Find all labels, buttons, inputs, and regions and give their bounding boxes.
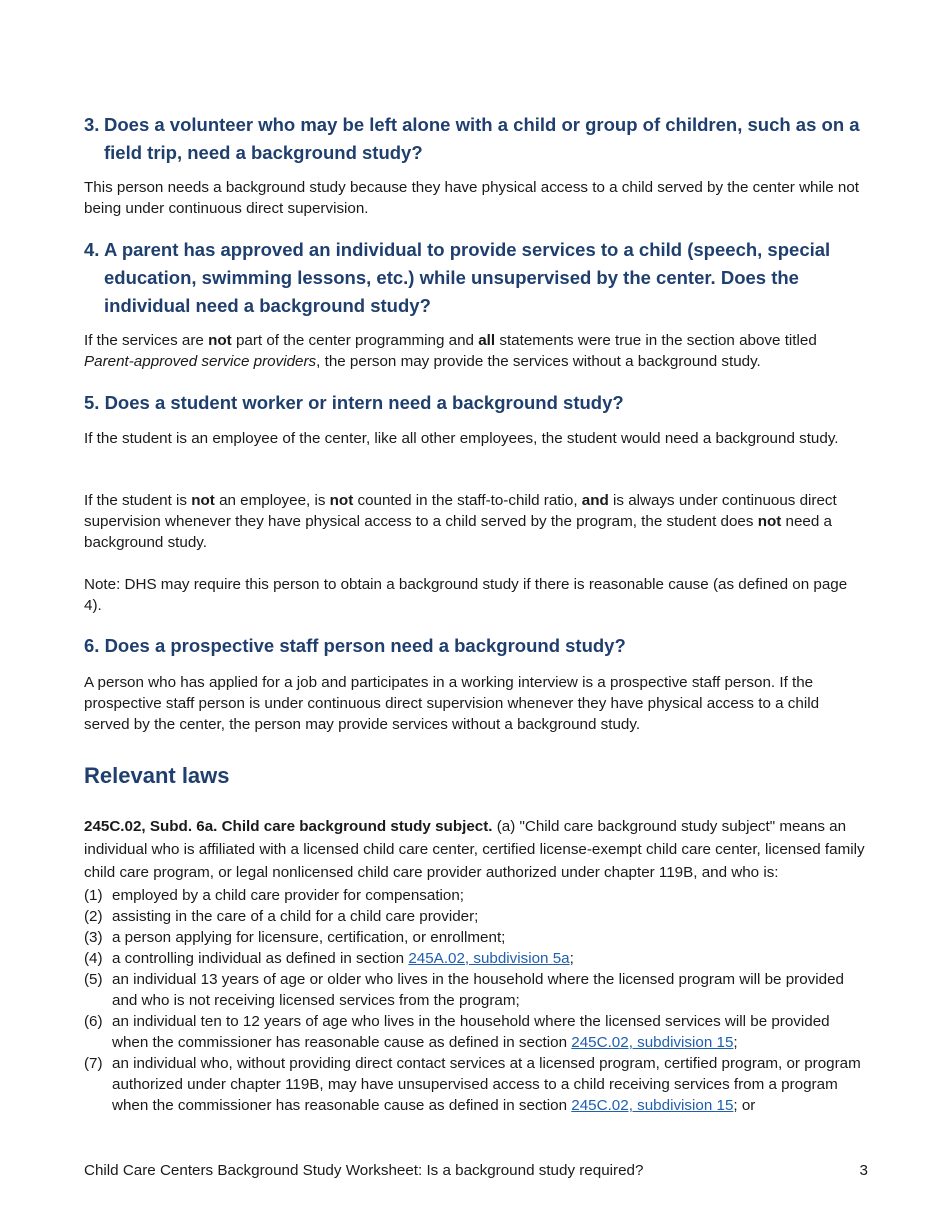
law-link-245c02[interactable]: 245C.02, subdivision 15 [571, 1097, 734, 1114]
question-4-answer: If the services are not part of the center programming and all statements were true in the section above titled Parent-approved service providers, the person may provide the services without a background study. [84, 332, 817, 370]
question-5-heading: 5. Does a student worker or intern need a background study? [84, 392, 624, 413]
question-3-heading [84, 111, 868, 167]
question-3 [84, 111, 868, 167]
law-link-245a02[interactable]: 245A.02, subdivision 5a [408, 950, 570, 967]
list-item: (1) employed by a child care provider for compensation; [84, 887, 465, 904]
question-5-paragraph-1: If the student is an employee of the center, like all other employees, the student would need a background study. [84, 430, 839, 447]
question-number: 4. [84, 239, 100, 260]
question-5-paragraph-2: If the student is not an employee, is not counted in the staff-to-child ratio, and is always under continuous direct supervision whenever they have physical access to a child served by the program, the student does not need a background study. [84, 492, 837, 551]
question-4 [84, 236, 868, 320]
question-6-heading: 6. Does a prospective staff person need a background study? [84, 635, 626, 656]
law-link-245c02[interactable]: 245C.02, subdivision 15 [571, 1034, 734, 1051]
question-number: 3. [84, 114, 100, 135]
relevant-laws-heading: Relevant laws [84, 763, 230, 788]
list-item: (3) a person applying for licensure, certification, or enrollment; [84, 929, 506, 946]
question-4-heading [84, 236, 868, 320]
list-item: (6) an individual ten to 12 years of age who lives in the household where the licensed services will be provided when the commissioner has reasonable cause as defined in section 245C.02, subdivision 15; [84, 1013, 830, 1051]
question-5-note: Note: DHS may require this person to obtain a background study if there is reasonable cause (as defined on page 4). [84, 576, 848, 614]
list-item: (7) an individual who, without providing direct contact services at a licensed program, certified program, or program authorized under chapter 119B, may have unsupervised access to a child receiving services from a program when the commissioner has reasonable cause as defined in section 245C.02, subdivision 15; or [84, 1055, 861, 1114]
law-list [84, 885, 868, 1116]
list-item: (2) assisting in the care of a child for a child care provider; [84, 908, 479, 925]
question-title: A parent has approved an individual to provide services to a child (speech, special education, swimming lessons, etc.) while unsupervised by the center. Does the individual need a background study? [104, 239, 831, 316]
question-3-answer: This person needs a background study because they have physical access to a child served by the center while not being under continuous direct supervision. [84, 179, 860, 217]
footer-title: Child Care Centers Background Study Worksheet: Is a background study required? [84, 1162, 644, 1179]
law-intro: 245C.02, Subd. 6a. Child care background study subject. (a) "Child care background study subject" means an individual who is affiliated with a licensed child care center, certified license-exempt child care center, licensed family child care program, or legal nonlicensed child care provider authorized under chapter 119B, and who is: [84, 818, 865, 881]
list-item: (5) an individual 13 years of age or older who lives in the household where the licensed program will be provided and who is not receiving licensed services from the program; [84, 971, 844, 1009]
page-number: 3 [859, 1162, 868, 1179]
page-footer [84, 1160, 868, 1182]
question-6-answer: A person who has applied for a job and participates in a working interview is a prospective staff person. If the prospective staff person is under continuous direct supervision whenever they have physical access to a child served by the center, the person may provide services without a background study. [84, 674, 820, 733]
question-title: Does a volunteer who may be left alone with a child or group of children, such as on a field trip, need a background study? [104, 114, 860, 163]
list-item: (4) a controlling individual as defined in section 245A.02, subdivision 5a; [84, 950, 574, 967]
